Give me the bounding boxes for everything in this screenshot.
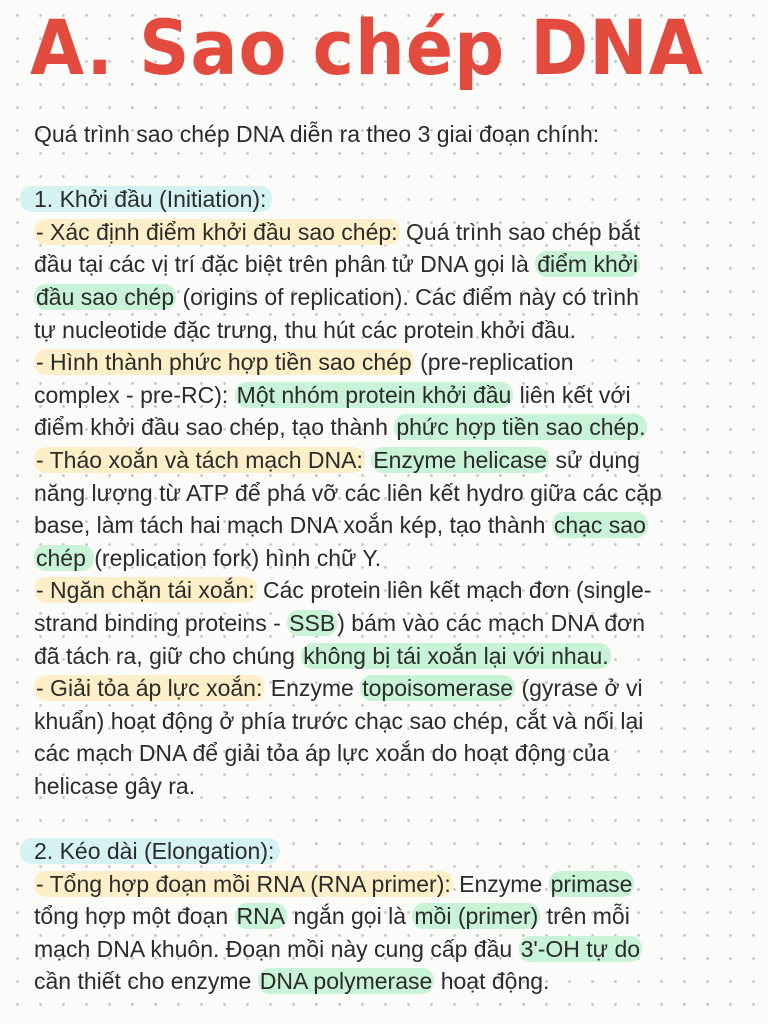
text-span: tự nucleotide đặc trưng, thu hút các protein khởi đầu.	[34, 316, 576, 343]
keyword-highlight: DNA polymerase	[259, 968, 433, 995]
text-line	[34, 965, 732, 998]
keyword-highlight: RNA	[236, 903, 286, 930]
text-line	[34, 802, 732, 835]
text-line	[34, 444, 732, 477]
text-line	[34, 672, 732, 705]
text-span: Enzyme	[264, 675, 361, 702]
text-line	[34, 379, 732, 412]
text-line	[34, 183, 732, 216]
text-span: năng lượng từ ATP để phá vỡ các liên kết hydro giữa các cặp	[34, 479, 662, 506]
keyword-highlight: phức hợp tiền sao chép.	[396, 414, 646, 441]
text-line	[34, 314, 732, 347]
text-span: hoạt động.	[434, 968, 550, 995]
text-span: (gyrase ở vi	[515, 675, 643, 702]
text-span: đầu tại các vị trí đặc biệt trên phân tử DNA gọi là	[34, 251, 536, 278]
text-span: các mạch DNA để giải tỏa áp lực xoắn do hoạt động của	[34, 740, 610, 767]
text-line	[34, 640, 732, 673]
text-line	[34, 705, 732, 738]
subheading-highlight: - Tổng hợp đoạn mồi RNA (RNA primer):	[36, 870, 451, 897]
subheading-highlight: - Giải tỏa áp lực xoắn:	[36, 675, 263, 702]
subheading-highlight: - Xác định điểm khởi đầu sao chép:	[36, 218, 398, 245]
text-span: đã tách ra, giữ cho chúng	[34, 642, 302, 669]
text-span: strand binding proteins -	[34, 609, 288, 636]
text-line	[34, 868, 732, 901]
text-line	[34, 835, 732, 868]
section-heading: 1. Khởi đầu (Initiation):	[20, 186, 272, 212]
subheading-highlight: - Ngăn chặn tái xoắn:	[36, 577, 255, 604]
text-line	[34, 346, 732, 379]
text-span: Quá trình sao chép bắt	[399, 218, 640, 245]
text-line	[34, 509, 732, 542]
text-span: mạch DNA khuôn. Đoạn mồi này cung cấp đầu	[34, 935, 519, 962]
keyword-highlight: SSB	[289, 609, 336, 636]
text-line	[34, 607, 732, 640]
text-line	[34, 933, 732, 966]
text-line	[34, 574, 732, 607]
keyword-highlight: đầu sao chép	[36, 283, 175, 310]
text-line	[34, 542, 732, 575]
text-line	[34, 411, 732, 444]
subheading-highlight: - Tháo xoắn và tách mạch DNA:	[36, 446, 363, 473]
keyword-highlight: Enzyme helicase	[373, 446, 548, 473]
text-line	[34, 737, 732, 770]
text-span: sử dụng	[549, 446, 640, 473]
text-span: Enzyme	[452, 870, 549, 897]
keyword-highlight: Một nhóm protein khởi đầu	[236, 381, 512, 408]
text-span: ) bám vào các mạch DNA đơn	[337, 609, 646, 636]
page-title: A. Sao chép DNA	[30, 3, 704, 92]
text-span: (origins of replication). Các điểm này có trình	[176, 283, 639, 310]
text-span: điểm khởi đầu sao chép, tạo thành	[34, 414, 395, 441]
section-heading: 2. Kéo dài (Elongation):	[20, 838, 280, 864]
text-span: base, làm tách hai mạch DNA xoắn kép, tạo thành	[34, 512, 552, 539]
keyword-highlight: chạc sao	[553, 512, 646, 539]
keyword-highlight: không bị tái xoắn lại với nhau.	[303, 642, 609, 669]
keyword-highlight: chép	[36, 544, 93, 571]
keyword-highlight: mồi (primer)	[414, 903, 539, 930]
keyword-highlight: 3'-OH tự do	[520, 935, 641, 962]
text-span: complex - pre-RC):	[34, 381, 235, 408]
text-span: cần thiết cho enzyme	[34, 968, 258, 995]
text-span: (replication fork) hình chữ Y.	[94, 544, 382, 571]
text-span: helicase gây ra.	[34, 772, 196, 799]
keyword-highlight: topoisomerase	[362, 675, 514, 702]
text-span: liên kết với	[513, 381, 631, 408]
text-line	[34, 770, 732, 803]
text-line	[34, 151, 732, 184]
text-line	[34, 248, 732, 281]
text-line	[34, 281, 732, 314]
text-span: khuẩn) hoạt động ở phía trước chạc sao chép, cắt và nối lại	[34, 707, 644, 734]
text-line	[34, 477, 732, 510]
text-line	[34, 118, 732, 151]
text-span: Các protein liên kết mạch đơn (single-	[256, 577, 652, 604]
note-body	[34, 118, 732, 998]
keyword-highlight: primase	[550, 870, 633, 897]
text-line	[34, 216, 732, 249]
text-span: Quá trình sao chép DNA diễn ra theo 3 giai đoạn chính:	[34, 121, 600, 147]
text-line	[34, 900, 732, 933]
subheading-highlight: - Hình thành phức hợp tiền sao chép	[36, 349, 412, 376]
text-span: ngắn gọi là	[287, 903, 413, 930]
text-span: (pre-replication	[413, 349, 574, 376]
text-span: tổng hợp một đoạn	[34, 903, 235, 930]
keyword-highlight: điểm khởi	[537, 251, 638, 278]
text-span: trên mỗi	[540, 903, 630, 930]
